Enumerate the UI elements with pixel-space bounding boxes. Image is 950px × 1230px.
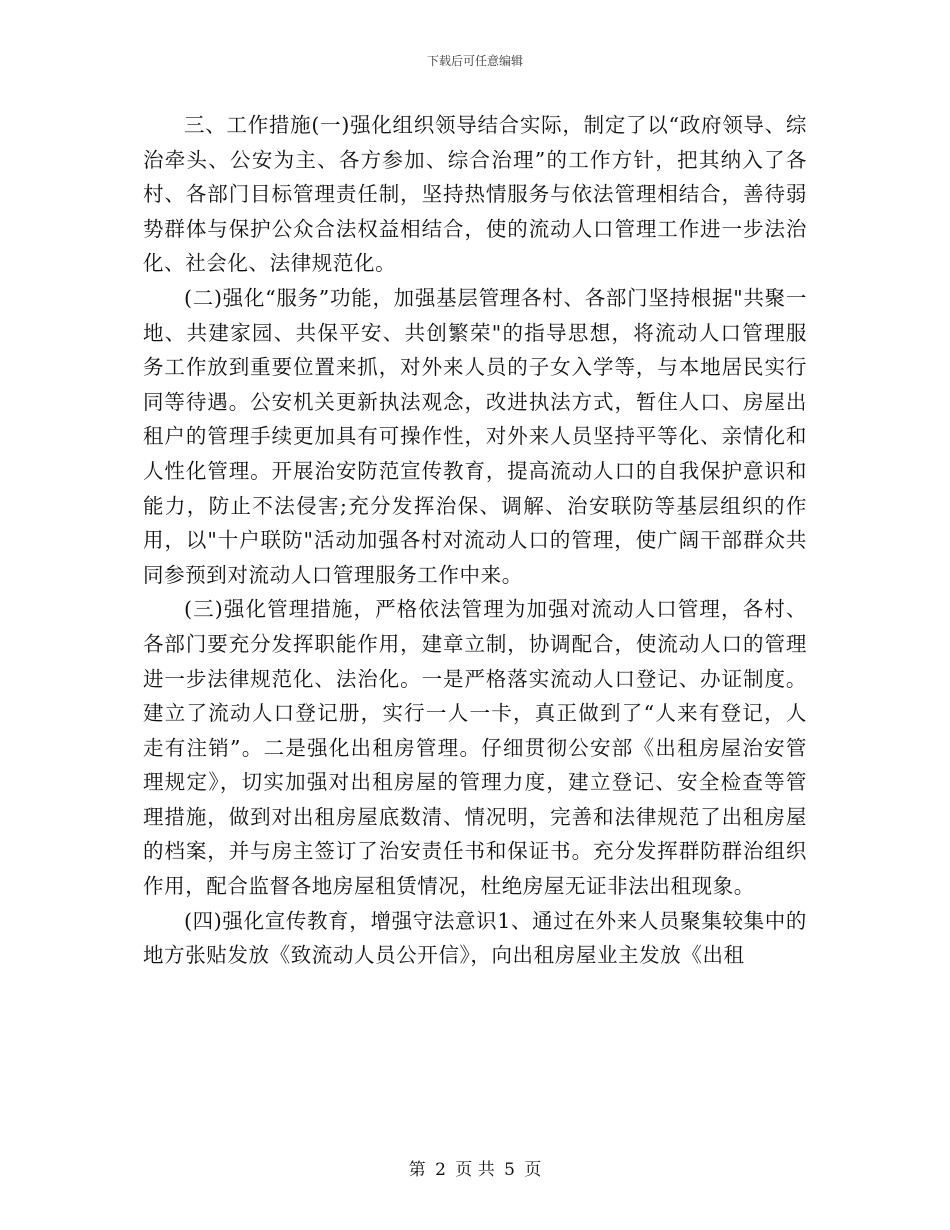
paragraph-measures-3: (三)强化管理措施，严格依法管理为加强对流动人口管理，各村、各部门要充分发挥职能作用，建章立制，协调配合，使流动人口的管理进一步法律规范化、法治化。一是严格落实流动人口登记、办证制度。建立了流动人口登记册，实行一人一卡，真正做到了“人来有登记，人走有注销”。二是强化出租房管理。仔细贯彻公安部《出租房屋治安管理规定》，切实加强对出租房屋的管理力度，建立登记、安全检查等管理措施，做到对出租房屋底数清、情况明，完善和法律规范了出租房屋的档案，并与房主签订了治安责任书和保证书。充分发挥群防群治组织作用，配合监督各地房屋租赁情况，杜绝房屋无证非法出租现象。: [143, 597, 807, 899]
footer-total-pages: 5: [504, 1160, 515, 1180]
page-footer: [0, 1155, 950, 1180]
paragraph-measures-4: (四)强化宣传教育，增强守法意识1、通过在外来人员聚集较集中的地方张贴发放《致流动人员公开信》，向出租房屋业主发放《出租: [143, 908, 807, 968]
footer-middle: 页 共: [455, 1160, 495, 1180]
page-header: 下载后可任意编辑: [426, 54, 523, 68]
footer-page-number: 2: [435, 1160, 446, 1180]
document-body: [143, 108, 807, 973]
paragraph-measures-2: (二)强化“服务”功能，加强基层管理各村、各部门坚持根据"共聚一地、共建家园、共保平安、共创繁荣"的指导思想，将流动人口管理服务工作放到重要位置来抓，对外来人员的子女入学等，与本地居民实行同等待遇。公安机关更新执法观念，改进执法方式，暂住人口、房屋出租户的管理手续更加具有可操作性，对外来人员坚持平等化、亲情化和人性化管理。开展治安防范宣传教育，提高流动人口的自我保护意识和能力，防止不法侵害;充分发挥治保、调解、治安联防等基层组织的作用，以"十户联防"活动加强各村对流动人口的管理，使广阔干部群众共同参预到对流动人口管理服务工作中来。: [143, 285, 807, 587]
footer-suffix: 页: [524, 1160, 542, 1180]
paragraph-measures-1: 三、工作措施(一)强化组织领导结合实际，制定了以“政府领导、综治牵头、公安为主、各方参加、综合治理”的工作方针，把其纳入了各村、各部门目标管理责任制，坚持热情服务与依法管理相结合，善待弱势群体与保护公众合法权益相结合，使的流动人口管理工作进一步法治化、社会化、法律规范化。: [143, 113, 807, 276]
footer-prefix: 第: [408, 1160, 426, 1180]
